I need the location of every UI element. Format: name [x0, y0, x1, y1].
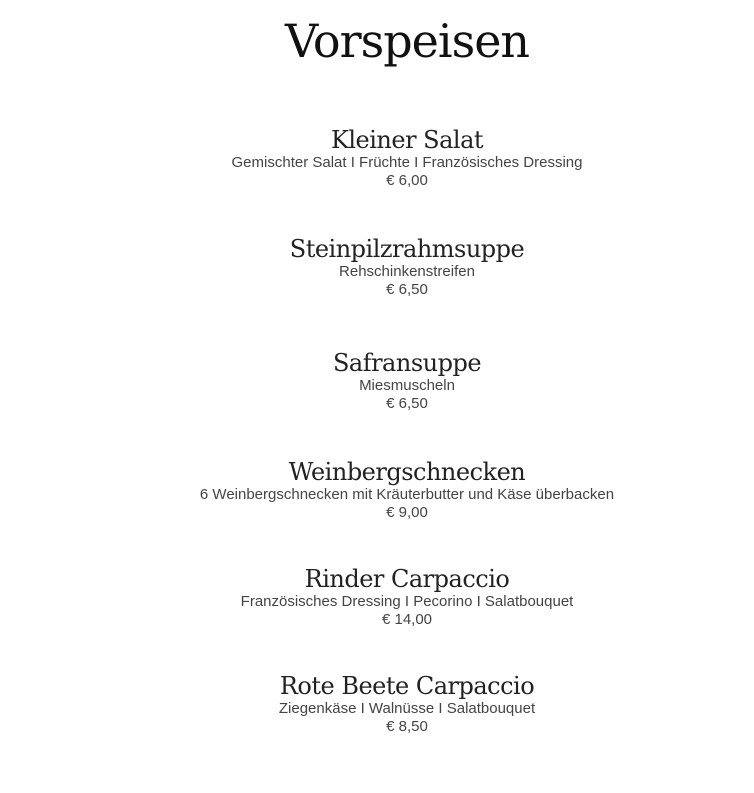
- item-price: € 6,00: [386, 172, 428, 189]
- menu-item: [0, 672, 754, 736]
- item-name: Kleiner Salat: [330, 126, 484, 154]
- item-description: Rehschinkenstreifen: [339, 263, 475, 280]
- item-price: € 8,50: [386, 718, 428, 735]
- menu-item: [0, 235, 754, 299]
- page-title: Vorspeisen: [284, 14, 530, 68]
- item-description: Ziegenkäse I Walnüsse I Salatbouquet: [278, 700, 536, 717]
- item-name: Rote Beete Carpaccio: [279, 672, 535, 700]
- item-price: € 9,00: [386, 504, 428, 521]
- item-description: Französisches Dressing I Pecorino I Salatbouquet: [240, 593, 574, 610]
- menu-item: [0, 126, 754, 190]
- menu-item: [0, 458, 754, 522]
- item-description: 6 Weinbergschnecken mit Kräuterbutter und Käse überbacken: [199, 486, 615, 503]
- item-name: Steinpilzrahmsuppe: [289, 235, 525, 263]
- item-description: Miesmuscheln: [359, 377, 455, 394]
- menu-item: [0, 349, 754, 413]
- item-description: Gemischter Salat I Früchte I Französisches Dressing: [231, 154, 583, 171]
- item-name: Rinder Carpaccio: [304, 565, 510, 593]
- menu-item: [0, 565, 754, 629]
- item-name: Weinbergschnecken: [288, 458, 526, 486]
- item-price: € 14,00: [381, 611, 433, 628]
- item-price: € 6,50: [386, 281, 428, 298]
- item-price: € 6,50: [386, 395, 428, 412]
- item-name: Safransuppe: [332, 349, 482, 377]
